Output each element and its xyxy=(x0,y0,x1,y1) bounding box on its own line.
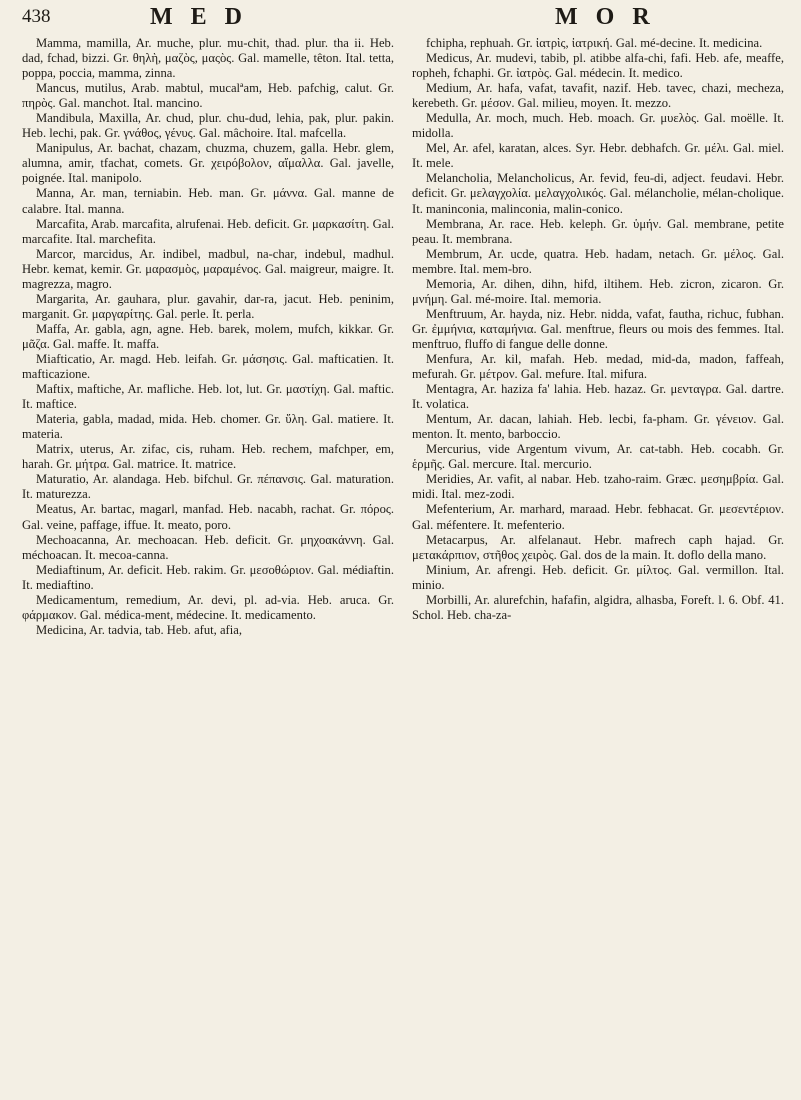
dictionary-entry: fchipha, rephuah. Gr. ἰατρὶς, ἰατρική. Gal. mé-decine. It. medicina. xyxy=(426,36,763,50)
dictionary-entry: Meridies, Ar. vafit, al nabar. Heb. tzaho-raim. Græc. μεσημβρία. Gal. midi. Ital. mez-zodi. xyxy=(412,472,784,502)
dictionary-entry: Margarita, Ar. gauhara, plur. gavahir, dar-ra, jacut. Heb. peninim, marganit. Gr. μαργαρίτης. Gal. perle. It. perla. xyxy=(22,291,394,321)
left-column xyxy=(22,36,394,1096)
right-column xyxy=(412,36,784,1096)
dictionary-entry: Mentagra, Ar. haziza fa' lahia. Heb. hazaz. Gr. μενταγρα. Gal. dartre. It. volatica. xyxy=(412,382,784,412)
dictionary-entry: Mechoacanna, Ar. mechoacan. Heb. deficit. Gr. μηχοακάννη. Gal. méchoacan. It. mecoa-canna. xyxy=(22,532,394,562)
page-number: 438 xyxy=(22,6,51,27)
dictionary-entry: Membrum, Ar. ucde, quatra. Heb. hadam, netach. Gr. μέλος. Gal. membre. Ital. mem-bro. xyxy=(412,246,784,276)
dictionary-entry: Medicamentum, remedium, Ar. devi, pl. ad-via. Heb. aruca. Gr. φάρμακον. Gal. médica-ment, médecine. It. medicamento. xyxy=(22,592,394,622)
dictionary-entry: Morbilli, Ar. alurefchin, hafafin, algidra, alhasba, Foreft. l. 6. Obf. 41. Schol. Heb. cha-za- xyxy=(412,592,784,622)
dictionary-entry: Manipulus, Ar. bachat, chazam, chuzma, chuzem, galla. Hebr. glem, alumna, amir, tfachat, comets. Gr. χειρόβολον, αἴμαλλα. Gal. javelle, poignée. Ital. manipolo. xyxy=(22,141,394,186)
dictionary-entry: Mandibula, Maxilla, Ar. chud, plur. chu-dud, lehia, pak, plur. pakin. Heb. lechi, pak. Gr. γνάθος, γένυς. Gal. mâchoire. Ital. mafcella. xyxy=(22,111,394,141)
dictionary-entry: Mediaftinum, Ar. deficit. Heb. rakim. Gr. μεσοθώριον. Gal. médiaftin. It. mediaftino. xyxy=(22,562,394,592)
dictionary-entry: Mentum, Ar. dacan, lahiah. Heb. lecbi, fa-pham. Gr. γένειον. Gal. menton. It. mento, barboccio. xyxy=(412,412,784,442)
dictionary-entry: Maturatio, Ar. alandaga. Heb. bifchul. Gr. πέπανσις. Gal. maturation. It. maturezza. xyxy=(22,472,394,502)
dictionary-entry: Menfura, Ar. kil, mafah. Heb. medad, mid-da, madon, faffeah, mefurah. Gr. μέτρον. Gal. mefure. Ital. mifura. xyxy=(412,351,784,382)
dictionary-entry: Medicina, Ar. tadvia, tab. Heb. afut, afia, xyxy=(36,622,242,637)
dictionary-entry: Manna, Ar. man, terniabin. Heb. man. Gr. μάννα. Gal. manne de calabre. Ital. manna. xyxy=(22,186,394,216)
page-header xyxy=(0,0,801,40)
dictionary-entry: Mancus, mutilus, Arab. mabtul, mucalªam, Heb. pafchig, calut. Gr. πηρὸς. Gal. manchot. Ital. mancino. xyxy=(22,81,394,111)
dictionary-entry: Mel, Ar. afel, karatan, alces. Syr. Hebr. debhafch. Gr. μέλι. Gal. miel. It. mele. xyxy=(412,141,784,171)
dictionary-entry: Matrix, uterus, Ar. zifac, cis, ruham. Heb. rechem, mafchper, em, harah. Gr. μήτρα. Gal. matrice. It. matrice. xyxy=(22,442,394,472)
dictionary-entry: Medium, Ar. hafa, vafat, tavafit, nazif. Heb. tavec, chazi, mecheza, kerebeth. Gr. μέσον. Gal. milieu, moyen. It. mezzo. xyxy=(412,81,784,111)
right-running-head: M O R xyxy=(555,4,656,30)
dictionary-entry: Materia, gabla, madad, mida. Heb. chomer. Gr. ὕλη. Gal. matiere. It. materia. xyxy=(22,412,394,442)
dictionary-entry: Marcafita, Arab. marcafita, alrufenai. Heb. deficit. Gr. μαρκασίτη. Gal. marcafite. Ital. marchefita. xyxy=(22,216,394,246)
dictionary-entry: Memoria, Ar. dihen, dihn, hifd, iltihem. Heb. zicron, zicaron. Gr. μνήμη. Gal. mé-moire. Ital. memoria. xyxy=(412,276,784,306)
dictionary-entry: Menftruum, Ar. hayda, niz. Hebr. nidda, vafat, fautha, richuc, fubhan. Gr. ἐμμήνια, καταμήνια. Gal. menftrue, fleurs ou mois des femmes. Ital. menftruo, fluffo di fangue delle donne. xyxy=(412,306,784,351)
dictionary-entry: Metacarpus, Ar. alfelanaut. Hebr. mafrech caph hajad. Gr. μετακάρπιον, στῆθος χειρὸς. Gal. dos de la main. It. doflo della mano. xyxy=(412,532,784,562)
dictionary-entry: Medicus, Ar. mudevi, tabib, pl. atibbe alfa-chi, fafi. Heb. afe, meaffe, ropheh, fchaphi. Gr. ἰατρὸς. Gal. médecin. It. medico. xyxy=(412,51,784,81)
dictionary-entry: Mercurius, vide Argentum vivum, Ar. cat-tabh. Heb. cocabh. Gr. ἑρμῆς. Gal. mercure. Ital. mercurio. xyxy=(412,442,784,472)
dictionary-entry: Minium, Ar. afrengi. Heb. deficit. Gr. μίλτος. Gal. vermillon. Ital. minio. xyxy=(412,562,784,592)
dictionary-entry: Medulla, Ar. moch, much. Heb. moach. Gr. μυελὸς. Gal. moëlle. It. midolla. xyxy=(412,111,784,141)
dictionary-entry: Marcor, marcidus, Ar. indibel, madbul, na-char, indebul, madhul. Hebr. kemat, kemir. Gr. μαρασμὸς, μαραμένος. Gal. maigreur, maigre. It. magrezza, magro. xyxy=(22,246,394,291)
dictionary-entry: Melancholia, Melancholicus, Ar. fevid, feu-di, adject. feudavi. Hebr. deficit. Gr. μελαγχολία. μελαγχολικός. Gal. mélancholie, mélan-cholique. It. maninconia, malinconia, malin-conico. xyxy=(412,171,784,216)
dictionary-entry: Maffa, Ar. gabla, agn, agne. Heb. barek, molem, mufch, kikkar. Gr. μᾶζα. Gal. maffe. It. maffa. xyxy=(22,321,394,351)
dictionary-entry: Maftix, maftiche, Ar. mafliche. Heb. lot, lut. Gr. μαστίχη. Gal. maftic. It. maftice. xyxy=(22,382,394,412)
dictionary-entry: Mefenterium, Ar. marhard, maraad. Hebr. febhacat. Gr. μεσεντέριον. Gal. méfentere. It. mefenterio. xyxy=(412,502,784,532)
dictionary-entry: Meatus, Ar. bartac, magarl, manfad. Heb. nacabh, rachat. Gr. πόρος. Gal. veine, paffage, iffue. It. meato, poro. xyxy=(22,502,394,532)
left-running-head: M E D xyxy=(150,4,248,30)
dictionary-entry: Miafticatio, Ar. magd. Heb. leifah. Gr. μάσησις. Gal. mafticatien. It. mafticazione. xyxy=(22,351,394,382)
dictionary-entry: Mamma, mamilla, Ar. muche, plur. mu-chit, thad. plur. tha ii. Heb. dad, fchad, bizzi. Gr. θηλὴ, μαζὸς, μαςὸς. Gal. mamelle, têton. Ital. tetta, poppa, poccia, mamma, zinna. xyxy=(22,36,394,81)
dictionary-entry: Membrana, Ar. race. Heb. keleph. Gr. ὑμήν. Gal. membrane, petite peau. It. membrana. xyxy=(412,216,784,246)
